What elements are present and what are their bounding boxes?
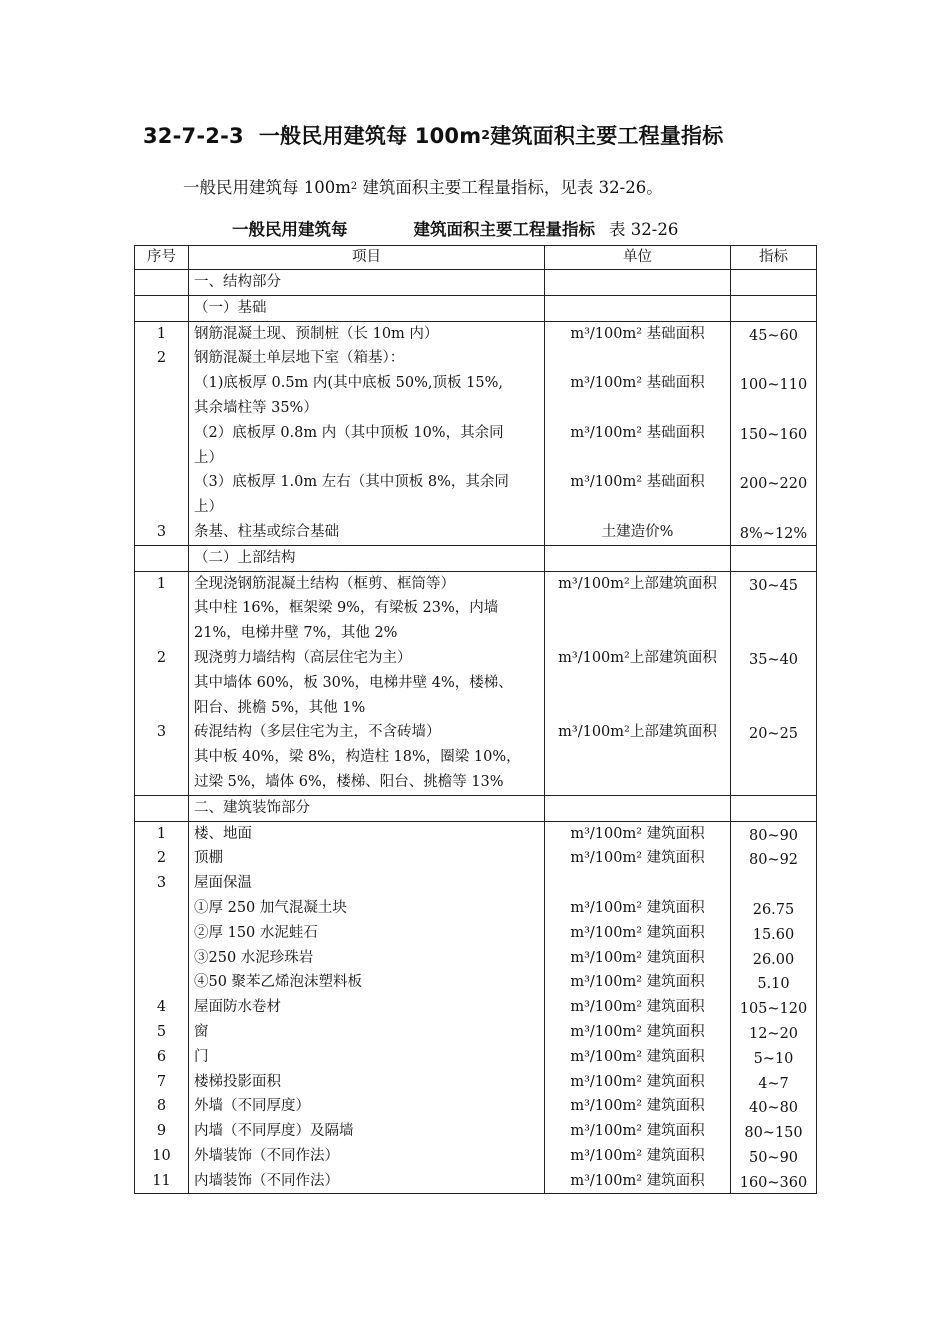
row-unit-line: m³/100m² 建筑面积 — [570, 1098, 705, 1115]
row-unit-line: m³/100m² 基础面积 — [570, 424, 705, 441]
table-row — [135, 821, 817, 1194]
row-item-line: 楼梯投影面积 — [194, 1073, 281, 1090]
row-unit-line — [550, 396, 725, 421]
section-value-cell — [731, 270, 817, 296]
row-item-line: 屋面防水卷材 — [194, 999, 281, 1016]
row-number-line — [140, 896, 183, 921]
row-number-line: 5 — [156, 1023, 167, 1040]
row-value-line — [736, 745, 811, 770]
row-item-line: 门 — [194, 1048, 209, 1065]
row-number-line — [140, 921, 183, 946]
row-number-line: 8 — [156, 1098, 167, 1115]
heading-text-after: 建筑面积主要工程量指标 — [490, 124, 724, 148]
intro-before: 一般民用建筑每 100m — [183, 178, 351, 197]
row-item-line: （1)底板厚 0.5m 内(其中底板 50%,顶板 15%, — [194, 375, 503, 392]
header-unit: 单位 — [545, 246, 731, 270]
row-unit-line: m³/100m² 建筑面积 — [570, 999, 705, 1016]
row-value-line — [736, 446, 811, 471]
row-unit-line — [550, 446, 725, 471]
row-unit — [545, 821, 731, 1194]
row-item-line: 其余墙柱等 35%） — [194, 399, 318, 416]
row-unit-line: m³/100m² 建筑面积 — [570, 974, 705, 991]
intro-after: 建筑面积主要工程量指标，见表 32-26。 — [357, 178, 663, 197]
row-unit-line: m³/100m² 建筑面积 — [570, 825, 705, 842]
section-row-structure — [135, 270, 817, 296]
section-unit-cell — [545, 270, 731, 296]
row-value-line: 30~45 — [748, 577, 799, 594]
row-unit-line: m³/100m² 建筑面积 — [570, 1073, 705, 1090]
row-unit-line: m³/100m² 建筑面积 — [570, 899, 705, 916]
row-unit-line: m³/100m²上部建筑面积 — [558, 724, 717, 741]
section-no-cell — [135, 795, 189, 821]
row-item-line: 条基、柱基或综合基础 — [194, 523, 339, 540]
row-number-line: 3 — [156, 875, 167, 892]
intro-paragraph — [183, 174, 663, 198]
row-unit-line: 土建造价% — [601, 523, 674, 540]
row-unit-line: m³/100m² 建筑面积 — [570, 949, 705, 966]
row-item-line: 窗 — [194, 1023, 209, 1040]
row-unit — [545, 571, 731, 795]
table-header-row — [135, 246, 817, 270]
row-value-line: 15.60 — [752, 926, 795, 943]
row-value-line: 5.10 — [757, 976, 790, 993]
section-row-decoration — [135, 795, 817, 821]
row-item-line: （3）底板厚 1.0m 左右（其中顶板 8%，其余同 — [194, 474, 509, 491]
row-number-line: 3 — [156, 724, 167, 741]
section-unit-cell — [545, 295, 731, 321]
row-item-line: 钢筋混凝土现、预制桩（长 10m 内） — [194, 325, 439, 342]
row-item-line: 其中柱 16%，框架梁 9%，有梁板 23%，内墙 — [194, 600, 499, 617]
row-number-line — [140, 745, 183, 770]
row-item-line: ④50 聚苯乙烯泡沫塑料板 — [194, 974, 363, 991]
row-value — [731, 571, 817, 795]
section-row-foundation — [135, 295, 817, 321]
row-value-line — [736, 596, 811, 621]
row-value-line: 12~20 — [748, 1025, 799, 1042]
row-value-line: 4~7 — [758, 1075, 789, 1092]
row-item-line: 全现浇钢筋混凝土结构（框剪、框筒等） — [194, 575, 455, 592]
row-number — [135, 321, 189, 545]
row-unit-line: m³/100m² 建筑面积 — [570, 1048, 705, 1065]
caption-left: 一般民用建筑每 — [232, 220, 348, 239]
section-value-cell — [731, 795, 817, 821]
section-value-cell — [731, 545, 817, 571]
row-item-line: ②厚 150 水泥蛙石 — [194, 924, 318, 941]
row-item-line: 砖混结构（多层住宅为主，不含砖墙） — [194, 724, 441, 741]
section-unit-cell — [545, 795, 731, 821]
row-value-line: 45~60 — [748, 327, 799, 344]
row-unit-line — [550, 346, 725, 371]
row-item-line: 屋面保温 — [194, 875, 252, 892]
header-no: 序号 — [135, 246, 189, 270]
caption-right: 建筑面积主要工程量指标 — [413, 220, 595, 239]
row-number-line — [140, 671, 183, 696]
row-number-line: 7 — [156, 1073, 167, 1090]
row-value-line: 26.75 — [752, 901, 795, 918]
row-unit-line — [550, 696, 725, 721]
row-value-line: 5~10 — [753, 1050, 794, 1067]
row-item-line: 过梁 5%，墙体 6%，楼梯、阳台、挑檐等 13% — [194, 773, 504, 790]
row-value-line: 200~220 — [739, 476, 808, 493]
row-unit-line — [550, 671, 725, 696]
section-no-cell — [135, 545, 189, 571]
row-value-line — [736, 696, 811, 721]
row-value-line — [736, 621, 811, 646]
row-item-line: ③250 水泥珍珠岩 — [194, 949, 314, 966]
row-unit-line — [550, 596, 725, 621]
row-number-line — [140, 446, 183, 471]
row-value-line: 105~120 — [739, 1001, 808, 1018]
row-unit-line: m³/100m² 建筑面积 — [570, 1172, 705, 1189]
row-item — [189, 571, 545, 795]
section-value-cell — [731, 295, 817, 321]
section-label: （一）基础 — [189, 295, 545, 321]
row-item-line: 上） — [194, 499, 223, 516]
row-value-line — [736, 770, 811, 795]
heading-sup: 2 — [481, 127, 491, 142]
row-value-line: 160~360 — [739, 1174, 808, 1191]
row-value-line — [736, 871, 811, 896]
row-unit-line: m³/100m²上部建筑面积 — [558, 649, 717, 666]
row-number-line: 11 — [152, 1172, 171, 1189]
row-unit-line: m³/100m² 建筑面积 — [570, 1023, 705, 1040]
table-row — [135, 321, 817, 545]
row-unit-line: m³/100m² 建筑面积 — [570, 1147, 705, 1164]
row-number-line — [140, 946, 183, 971]
section-label: （二）上部结构 — [189, 545, 545, 571]
row-number-line — [140, 970, 183, 995]
row-number — [135, 821, 189, 1194]
section-row-superstructure — [135, 545, 817, 571]
row-unit-line: m³/100m² 基础面积 — [570, 375, 705, 392]
row-number-line: 1 — [156, 825, 167, 842]
row-value-line: 20~25 — [748, 726, 799, 743]
row-number-line: 2 — [156, 350, 167, 367]
row-item-line: 其中板 40%，梁 8%，构造柱 18%，圈梁 10%， — [194, 749, 521, 766]
row-value-line — [736, 396, 811, 421]
caption-table-number: 表 32-26 — [609, 220, 679, 239]
row-value-line: 50~90 — [748, 1149, 799, 1166]
indicator-table — [134, 245, 817, 1194]
row-number-line — [140, 470, 183, 495]
row-item — [189, 821, 545, 1194]
row-item-line: 上） — [194, 449, 223, 466]
row-unit-line: m³/100m² 基础面积 — [570, 325, 705, 342]
heading-number: 32-7-2-3 — [143, 124, 244, 148]
row-item-line: 外墙（不同厚度） — [194, 1098, 310, 1115]
row-value-line: 100~110 — [739, 377, 808, 394]
row-value-line: 80~150 — [744, 1125, 803, 1142]
row-item-line: ①厚 250 加气混凝土块 — [194, 899, 347, 916]
section-no-cell — [135, 295, 189, 321]
heading-text-before: 一般民用建筑每 100m — [258, 124, 482, 148]
row-value-line: 26.00 — [752, 951, 795, 968]
row-item-line: （2）底板厚 0.8m 内（其中顶板 10%，其余同 — [194, 424, 504, 441]
row-item-line: 现浇剪力墙结构（高层住宅为主） — [194, 649, 412, 666]
section-no-cell — [135, 270, 189, 296]
section-unit-cell — [545, 545, 731, 571]
row-number-line — [140, 696, 183, 721]
row-value-line — [736, 671, 811, 696]
row-unit-line: m³/100m² 建筑面积 — [570, 850, 705, 867]
row-value — [731, 321, 817, 545]
row-number-line — [140, 596, 183, 621]
row-number-line: 3 — [156, 523, 167, 540]
intro-sup: 2 — [350, 181, 358, 192]
row-item-line: 钢筋混凝土单层地下室（箱基）： — [194, 350, 405, 367]
row-value-line: 35~40 — [748, 651, 799, 668]
section-heading — [143, 120, 723, 150]
row-value-line: 80~92 — [748, 852, 799, 869]
row-unit-line — [550, 495, 725, 520]
row-value-line — [736, 346, 811, 371]
header-value: 指标 — [731, 246, 817, 270]
row-number-line — [140, 371, 183, 396]
section-label: 一、结构部分 — [189, 270, 545, 296]
row-value-line: 40~80 — [748, 1100, 799, 1117]
row-unit-line — [550, 770, 725, 795]
row-item-line: 内墙（不同厚度）及隔墙 — [194, 1123, 354, 1140]
row-number-line: 9 — [156, 1123, 167, 1140]
row-number-line: 1 — [156, 575, 167, 592]
row-item-line: 内墙装饰（不同作法） — [194, 1172, 339, 1189]
row-unit-line: m³/100m²上部建筑面积 — [558, 575, 717, 592]
row-value-line — [736, 495, 811, 520]
row-item-line: 21%，电梯井壁 7%，其他 2% — [194, 625, 398, 642]
table-caption — [232, 216, 678, 240]
row-unit-line: m³/100m² 基础面积 — [570, 474, 705, 491]
row-unit-line — [550, 745, 725, 770]
row-number-line: 2 — [156, 649, 167, 666]
row-value-line: 80~90 — [748, 827, 799, 844]
row-number-line — [140, 495, 183, 520]
row-number — [135, 571, 189, 795]
row-number-line — [140, 770, 183, 795]
row-item-line: 外墙装饰（不同作法） — [194, 1147, 339, 1164]
row-item-line: 阳台、挑檐 5%，其他 1% — [194, 699, 366, 716]
row-number-line — [140, 621, 183, 646]
row-value-line: 150~160 — [739, 426, 808, 443]
row-number-line: 2 — [156, 850, 167, 867]
row-number-line: 4 — [156, 999, 167, 1016]
row-value — [731, 821, 817, 1194]
row-number-line — [140, 396, 183, 421]
header-item: 项目 — [189, 246, 545, 270]
row-unit-line: m³/100m² 建筑面积 — [570, 924, 705, 941]
row-item — [189, 321, 545, 545]
row-number-line — [140, 421, 183, 446]
row-unit — [545, 321, 731, 545]
table-row — [135, 571, 817, 795]
row-unit-line — [550, 871, 725, 896]
row-number-line: 1 — [156, 325, 167, 342]
row-item-line: 楼、地面 — [194, 825, 252, 842]
section-label: 二、建筑装饰部分 — [189, 795, 545, 821]
row-item-line: 其中墙体 60%，板 30%，电梯井壁 4%，楼梯、 — [194, 674, 513, 691]
row-value-line: 8%~12% — [739, 525, 808, 542]
row-item-line: 顶棚 — [194, 850, 223, 867]
row-number-line: 6 — [156, 1048, 167, 1065]
row-unit-line — [550, 621, 725, 646]
row-number-line: 10 — [152, 1147, 171, 1164]
row-unit-line: m³/100m² 建筑面积 — [570, 1123, 705, 1140]
